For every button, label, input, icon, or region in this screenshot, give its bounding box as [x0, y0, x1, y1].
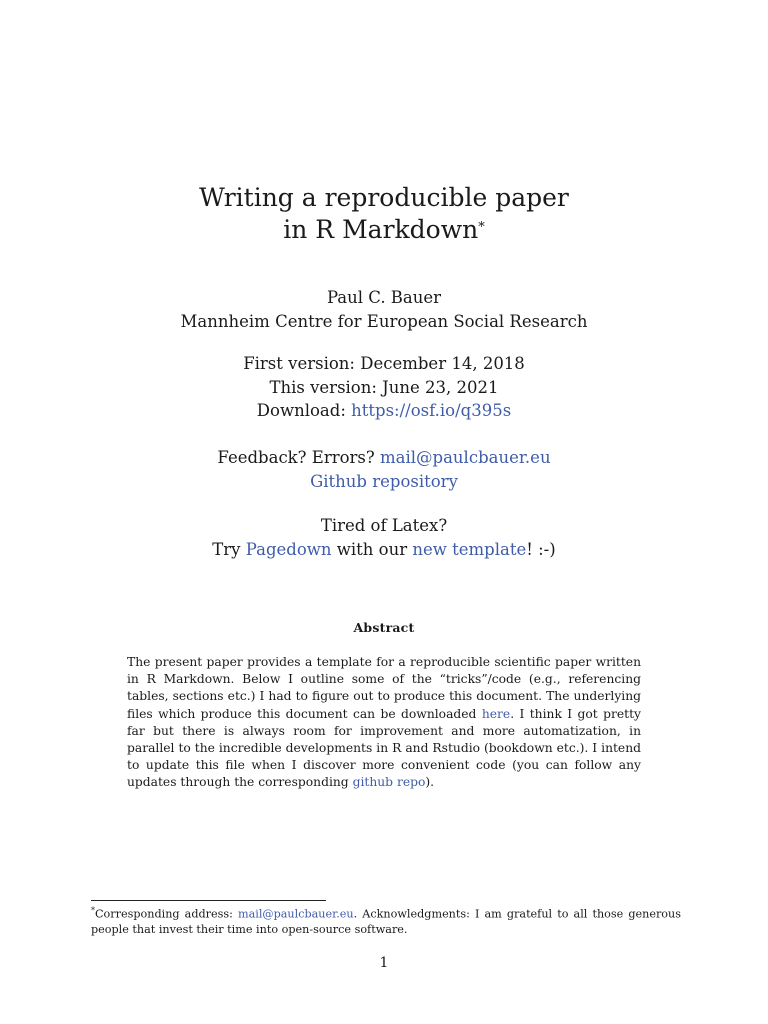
new-template-link[interactable]: new template	[412, 539, 527, 559]
feedback-prefix: Feedback? Errors?	[217, 448, 380, 467]
abstract-text-1: The present paper provides a template for a reproducible scientific paper written in R Markdown. Below I outline some of the “tricks”/code (e.g., referencing tables, sections etc.) I had to figure out to produce this document. The underlying files which produce this document can be downloaded	[127, 655, 641, 721]
first-version: First version: December 14, 2018	[243, 354, 525, 373]
feedback-email-link[interactable]: mail@paulcbauer.eu	[379, 448, 551, 467]
footnote-email-link[interactable]: mail@paulcbauer.eu	[237, 907, 354, 921]
with-text: with our	[331, 539, 413, 559]
page-number: 1	[379, 955, 389, 971]
paper-title	[0, 182, 768, 246]
abstract-body	[127, 654, 641, 792]
abstract-heading: Abstract	[353, 620, 415, 635]
github-repository-link[interactable]: Github repository	[310, 471, 458, 491]
try-pagedown-line	[0, 538, 768, 562]
footnote-text: . Acknowledgments: I am grateful to all those generous people that invest their time into open-source software.	[91, 907, 681, 936]
smiley-text: ! :-)	[526, 539, 556, 559]
feedback-line	[0, 446, 768, 470]
try-text: Try	[212, 539, 246, 559]
latex-block	[0, 514, 768, 561]
footnote-prefix: Corresponding address:	[95, 907, 238, 921]
title-footnote-mark: *	[478, 220, 485, 235]
github-line	[0, 470, 768, 494]
author-affiliation: Mannheim Centre for European Social Research	[180, 311, 588, 331]
title-line-1: Writing a reproducible paper	[199, 183, 569, 212]
title-line-2-text: in R Markdown	[283, 215, 479, 244]
download-line	[0, 399, 768, 423]
abstract-text-3: ).	[425, 775, 435, 790]
title-line-2	[0, 214, 768, 246]
version-block	[0, 352, 768, 423]
tired-of-latex: Tired of Latex?	[320, 516, 448, 535]
abstract-github-repo-link[interactable]: github repo	[352, 775, 426, 790]
footnote-mark: *	[91, 906, 95, 915]
abstract-text-2: . I think I got pretty far but there is always room for improvement and more automatization, in parallel to the incredible developments in R and Rstudio (bookdown etc.). I intend to update this file when I discover more convenient code (you can follow any updates through the corresponding	[127, 706, 641, 790]
download-label: Download:	[256, 401, 352, 420]
footnote-rule	[91, 900, 326, 901]
pagedown-link[interactable]: Pagedown	[245, 539, 332, 559]
abstract-here-link[interactable]: here	[481, 706, 511, 721]
footnote	[91, 903, 681, 937]
feedback-block	[0, 446, 768, 493]
download-link[interactable]: https://osf.io/q395s	[351, 401, 512, 420]
author-name: Paul C. Bauer	[326, 288, 442, 307]
author-block	[0, 286, 768, 333]
this-version: This version: June 23, 2021	[269, 377, 499, 397]
